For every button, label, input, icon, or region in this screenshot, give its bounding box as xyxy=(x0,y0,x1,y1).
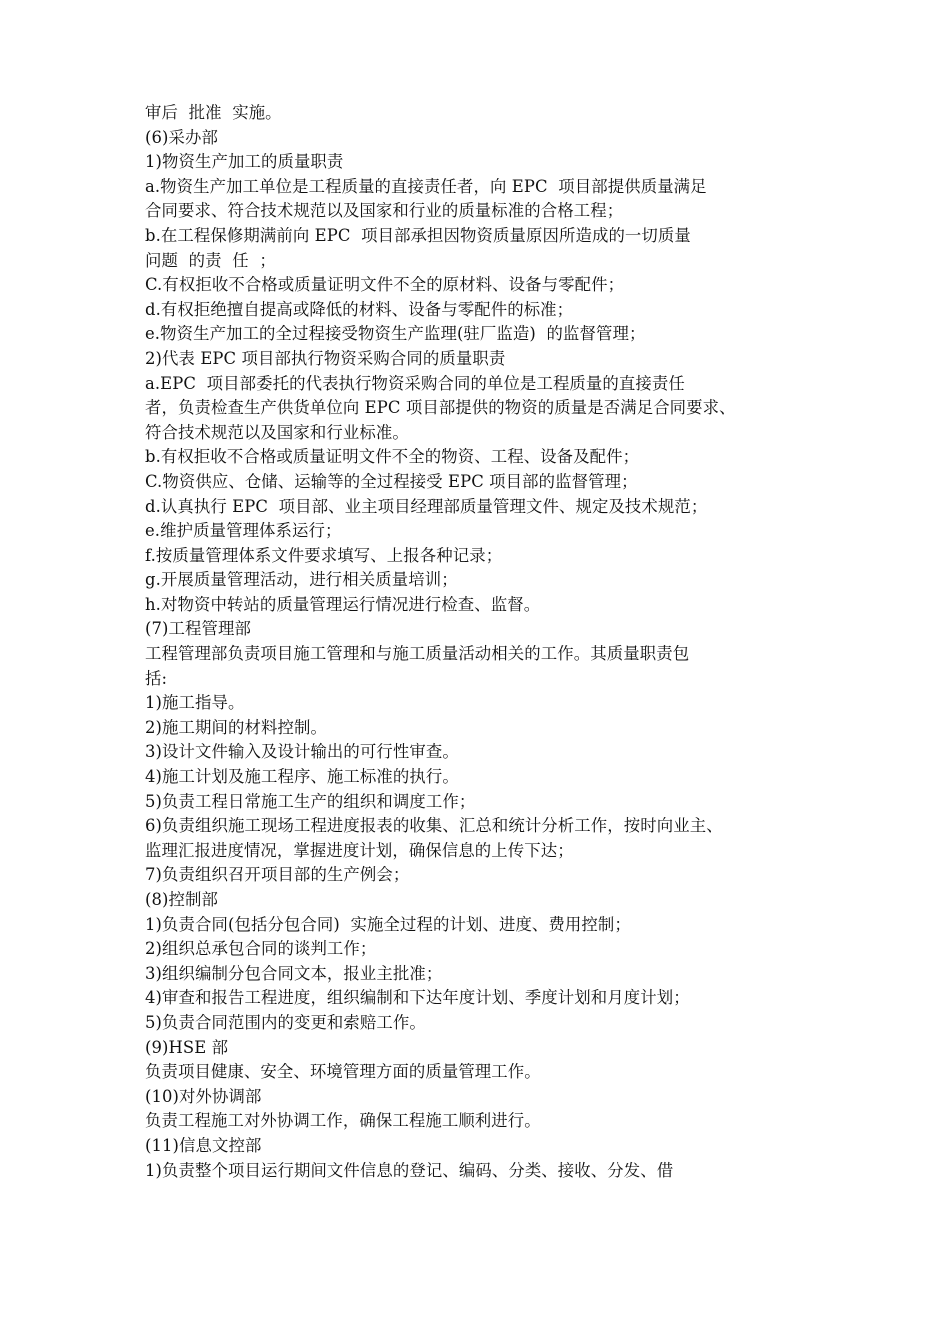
text-line: g.开展质量管理活动，进行相关质量培训； xyxy=(145,570,458,590)
text-line: (7)工程管理部 xyxy=(145,619,251,639)
text-line: 7)负责组织召开项目部的生产例会； xyxy=(145,865,410,885)
text-line: 者，负责检查生产供货单位向 EPC 项目部提供的物资的质量是否满足合同要求、 xyxy=(145,398,736,418)
text-line: 6)负责组织施工现场工程进度报表的收集、汇总和统计分析工作，按时向业主、 xyxy=(145,816,723,836)
text-line: e.物资生产加工的全过程接受物资生产监理(驻厂监造) 的监督管理； xyxy=(145,324,646,344)
text-line: 监理汇报进度情况，掌握进度计划，确保信息的上传下达； xyxy=(145,840,574,860)
text-line: 括: xyxy=(145,668,168,688)
text-line: 5)负责合同范围内的变更和索赔工作。 xyxy=(145,1012,426,1032)
text-line: 3)设计文件输入及设计输出的可行性审查。 xyxy=(145,742,459,762)
text-line: f.按质量管理体系文件要求填写、上报各种记录； xyxy=(145,545,503,565)
text-line: 1)施工指导。 xyxy=(145,693,245,713)
text-line: d.有权拒绝擅自提高或降低的材料、设备与零配件的标准； xyxy=(145,299,574,319)
text-line: 负责工程施工对外协调工作，确保工程施工顺利进行。 xyxy=(145,1111,541,1131)
text-line: (8)控制部 xyxy=(145,890,218,909)
text-line: 1)负责合同(包括分包合同) 实施全过程的计划、进度、费用控制； xyxy=(145,914,631,934)
text-line: (11)信息文控部 xyxy=(145,1135,262,1155)
text-line: h.对物资中转站的质量管理运行情况进行检查、监督。 xyxy=(145,594,541,614)
text-line: 4)审查和报告工程进度，组织编制和下达年度计划、季度计划和月度计划； xyxy=(145,988,690,1008)
text-line: 5)负责工程日常施工生产的组织和调度工作； xyxy=(145,791,476,811)
text-line: (10)对外协调部 xyxy=(145,1086,262,1106)
text-line: 2)组织总承包合同的谈判工作； xyxy=(145,939,377,959)
document-body xyxy=(145,101,825,1183)
text-line: d.认真执行 EPC 项目部、业主项目经理部质量管理文件、规定及技术规范； xyxy=(145,496,708,516)
text-line: 合同要求、符合技术规范以及国家和行业的质量标准的合格工程； xyxy=(145,201,624,221)
text-line: 2)施工期间的材料控制。 xyxy=(145,717,327,737)
text-line: a.EPC 项目部委托的代表执行物资采购合同的单位是工程质量的直接责任 xyxy=(145,373,685,393)
text-line: (9)HSE 部 xyxy=(145,1037,229,1057)
text-line: 负责项目健康、安全、环境管理方面的质量管理工作。 xyxy=(145,1062,541,1082)
text-line: C.物资供应、仓储、运输等的全过程接受 EPC 项目部的监督管理； xyxy=(145,471,638,491)
text-line: 2)代表 EPC 项目部执行物资采购合同的质量职责 xyxy=(145,348,506,368)
text-line: 问题 的责 任 ； xyxy=(145,250,276,270)
text-line: 1)物资生产加工的质量职责 xyxy=(145,152,344,172)
text-line: 符合技术规范以及国家和行业标准。 xyxy=(145,422,409,442)
text-line: 工程管理部负责项目施工管理和与施工质量活动相关的工作。其质量职责包 xyxy=(145,644,690,664)
text-line: a.物资生产加工单位是工程质量的直接责任者，向 EPC 项目部提供质量满足 xyxy=(145,176,707,196)
text-line: 4)施工计划及施工程序、施工标准的执行。 xyxy=(145,767,459,787)
text-line: 审后 批准 实施。 xyxy=(145,103,282,122)
text-line: 3)组织编制分包合同文本，报业主批准； xyxy=(145,963,443,983)
text-line: C.有权拒收不合格或质量证明文件不全的原材料、设备与零配件； xyxy=(145,275,625,295)
text-line: (6)采办部 xyxy=(145,127,218,147)
text-line: b.在工程保修期满前向 EPC 项目部承担因物资质量原因所造成的一切质量 xyxy=(145,225,691,245)
text-line: 1)负责整个项目运行期间文件信息的登记、编码、分类、接收、分发、借 xyxy=(145,1160,674,1180)
text-line: e.维护质量管理体系运行； xyxy=(145,521,342,541)
text-line: b.有权拒收不合格或质量证明文件不全的物资、工程、设备及配件； xyxy=(145,447,640,467)
